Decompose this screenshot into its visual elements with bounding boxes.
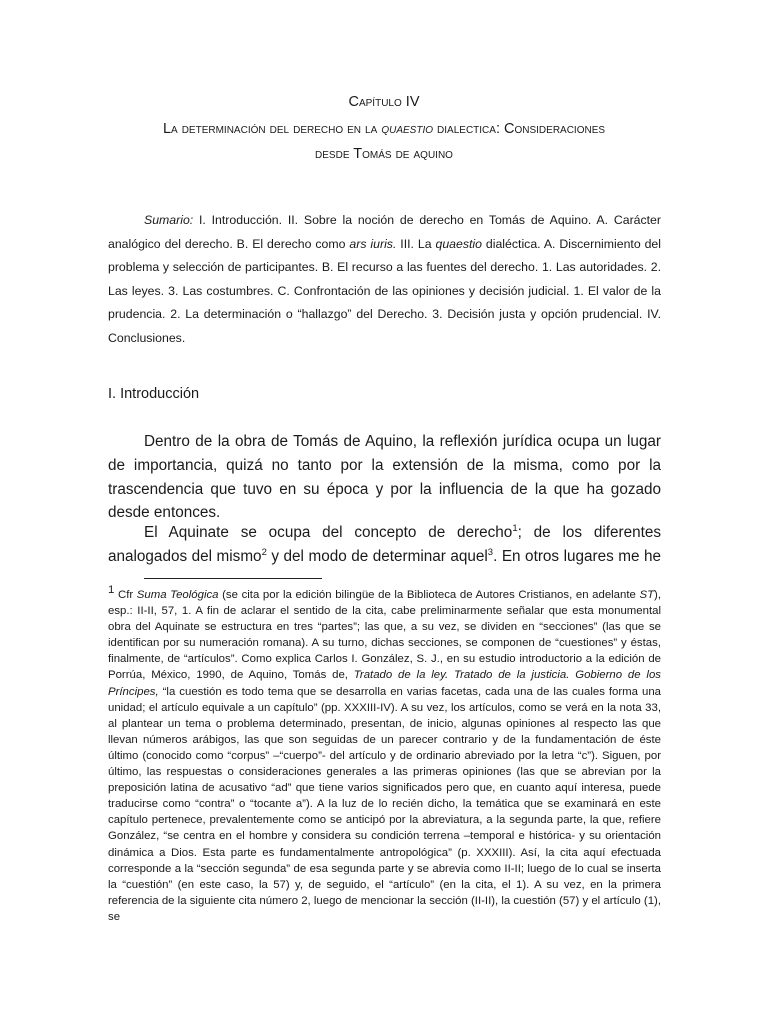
para2-text-d: . En otros lugares me he — [493, 547, 661, 565]
summary-paragraph — [108, 209, 661, 350]
body-paragraph-2 — [108, 521, 661, 569]
summary-label: Sumario: — [144, 213, 194, 227]
footnote-emphasis-1: Suma Teológica — [136, 589, 219, 601]
summary-emphasis-1: ars iuris. — [349, 236, 397, 251]
chapter-heading: Capítulo IV — [348, 94, 420, 110]
footnote-ref-3[interactable]: 3 — [487, 546, 494, 558]
footnote-text-3: ), esp.: II-II, 57, 1. A fin de aclarar el sentido de la cita, cabe preliminarmente señalar que esta monumental obra del Aquinate se estructura en tres “partes”; las que, a su vez, se dividen en “secciones” (las que se identifican por su numeración romana). A su turno, dichas secciones, se componen de “cuestiones” y éstas, finalmente, de “artículos”. Como explica Carlos I. González, S. J., en su estudio introductorio a la edición de Porrúa, México, 1990, de Aquino, Tomás de, — [108, 589, 662, 682]
section-heading: I. Introducción — [108, 386, 200, 402]
footnote-text-4: “la cuestión es todo tema que se desarrolla en varias facetas, cada una de las cuales forma una unidad; el artículo equivale a un capítulo” (pp. XXXIII-IV). A su vez, los artículos, como se verá en la nota 33, al plantear un tema o problema determinado, presentan, de inicio, algunas opiniones al respecto las que llevan números arábigos, las que son seguidas de un parecer contrario y de la fundamentación de éste último (conocido como “corpus” –“cuerpo”- del artículo y de ordinario abreviado por la letra “c”). Siguen, por último, las respuestas o consideraciones generales a las primeras opiniones (las que se abrevian por la preposición latina de acusativo “ad” que tiene varios significados pero que, en cuanto aquí interesa, puede traducirse como “contra” o “tocante a”). A la luz de lo recién dicho, la temática que se examinará en este capítulo pertenece, prevalentemente como se anticipó por la abreviatura, a la segunda parte, la que, refiere González, “se centra en el hombre y considera su condición terrena –temporal e histórica- y su orientación dinámica a Dios. Esta parte es fundamentalmente antropológica” (p. XXXIII). Así, la cita aquí efectuada corresponde a la “sección segunda” de esa segunda parte y se abrevia como II-II; luego de lo cual se inserta la “cuestión” (en este caso, la 57) y, de seguido, el “artículo” (en la cita, el 1). A su vez, en la primera referencia de la siguiente cita número 2, luego de mencionar la sección (II-II), la cuestión (57) y el artículo (1), se — [108, 685, 661, 923]
footnote-emphasis-2: ST — [639, 589, 655, 601]
footnote-text-1: Cfr — [114, 589, 137, 601]
para2-text-b: ; de los diferentes analogados del mismo — [108, 524, 661, 565]
para2-text-c: y del modo de determinar aquel — [266, 547, 488, 565]
footnote-number: 1 — [108, 584, 115, 597]
title-emphasis: quaestio — [381, 121, 434, 137]
title-text-2: dialectica: Consideraciones — [433, 121, 606, 137]
title-text-1: La determinación del derecho en la — [162, 121, 382, 137]
footnote-separator — [144, 578, 322, 579]
para2-text-a: El Aquinate se ocupa del concepto de derecho — [144, 524, 513, 541]
summary-text-2: III. La — [396, 236, 436, 251]
summary-text-3: dialéctica. A. Discernimiento del problema y selección de participantes. B. El recurso a las fuentes del derecho. 1. Las autoridades. 2. Las leyes. 3. Las costumbres. C. Confrontación de las opiniones y decisión judicial. 1. El valor de la prudencia. 2. La determinación o “hallazgo” del Derecho. 3. Decisión justa y opción prudencial. IV. Conclusiones. — [108, 236, 662, 345]
footnote-1 — [108, 584, 662, 925]
body-paragraph-1: Dentro de la obra de Tomás de Aquino, la reflexión jurídica ocupa un lugar de importancia, quizá no tanto por la extensión de la misma, como por la trascendencia que tuvo en su época y por la influencia de la que ha gozado desde entonces. — [108, 433, 661, 522]
chapter-title-line-1 — [0, 121, 768, 137]
footnote-text-2: (se cita por la edición bilingüe de la Biblioteca de Autores Cristianos, en adelante — [218, 589, 640, 601]
summary-emphasis-2: quaestio — [435, 236, 482, 251]
footnote-emphasis-3: Tratado de la ley. Tratado de la justicia. Gobierno de los Príncipes, — [108, 669, 661, 698]
footnote-ref-2[interactable]: 2 — [261, 546, 267, 558]
footnote-ref-1[interactable]: 1 — [512, 522, 518, 534]
chapter-title-line-2: desde Tomás de aquino — [315, 146, 453, 162]
summary-text-1: I. Introducción. II. Sobre la noción de derecho en Tomás de Aquino. A. Carácter analógico del derecho. B. El derecho como — [108, 213, 661, 251]
